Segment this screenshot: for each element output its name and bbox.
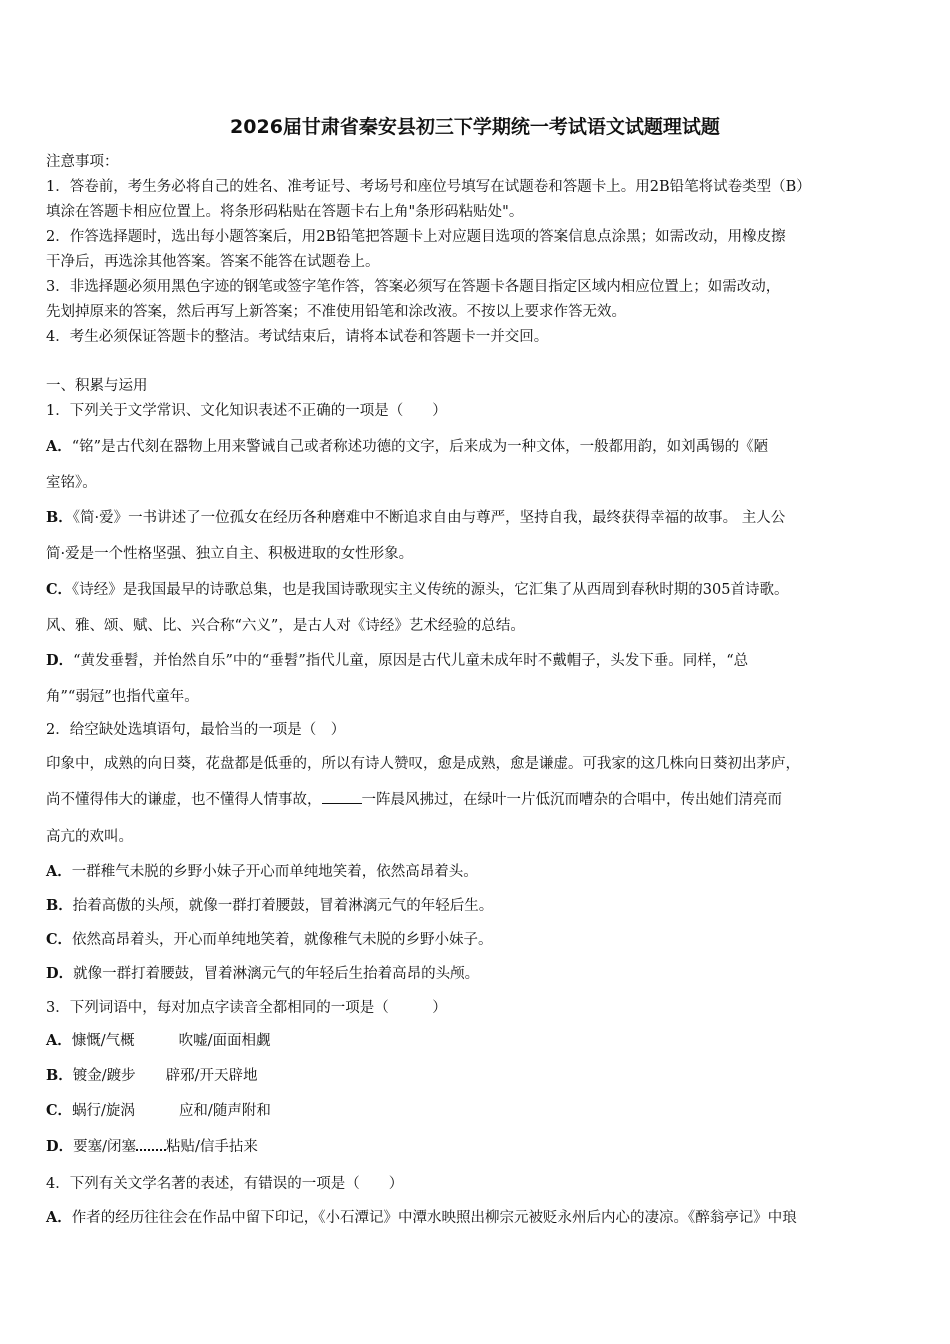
q1-option-b <box>46 508 785 528</box>
q1-option-a <box>46 437 768 457</box>
option-label: B． <box>46 509 73 526</box>
passage-text: 一阵晨风拂过，在绿叶一片低沉而嘈杂的合唱中，传出她们清亮而 <box>361 792 782 808</box>
notice-line: 干净后，再选涂其他答案。答案不能答在试题卷上。 <box>46 254 380 270</box>
q2-passage: 高亢的欢叫。 <box>46 829 133 845</box>
option-text: 蜗行/旋涡 <box>72 1103 135 1119</box>
notice-heading: 注意事项： <box>46 154 119 170</box>
q2-option-b <box>46 896 493 916</box>
option-text: 依然高昂着头，开心而单纯地笑着，就像稚气未脱的乡野小妹子。 <box>72 932 493 948</box>
q2-option-c <box>46 930 493 950</box>
option-text: 《简·爱》一书讲述了一位孤女在经历各种磨难中不断追求自由与尊严，坚持自我，最终获得幸福的故事。 主人公 <box>72 510 786 526</box>
option-label: A． <box>46 863 72 880</box>
q3-option-d <box>46 1137 258 1157</box>
question-4-stem: 4．下列有关文学名著的表述，有错误的一项是（ ） <box>46 1176 404 1192</box>
q1-option-a-cont: 室铭》。 <box>46 475 97 491</box>
notice-line: 4．考生必须保证答题卡的整洁。考试结束后，请将本试卷和答题卡一并交回。 <box>46 329 549 345</box>
option-label: C． <box>46 931 73 948</box>
option-label: A． <box>46 1032 72 1049</box>
q2-option-a <box>46 862 478 882</box>
option-text: “铭”是古代刻在器物上用来警诫自己或者称述功德的文字，后来成为一种文体，一般都用韵，如刘禹锡的《陋 <box>71 439 769 455</box>
option-label: B． <box>46 1067 73 1084</box>
q1-option-d-cont: 角”“弱冠”也指代童年。 <box>46 689 199 705</box>
option-text: “黄发垂髫，并怡然自乐”中的“垂髫”指代儿童，原因是古代儿童未成年时不戴帽子，头发下垂。同样，“总 <box>73 653 749 669</box>
option-label: D． <box>46 1138 74 1155</box>
passage-text: 尚不懂得伟大的谦虚，也不懂得人情事故， <box>46 792 322 808</box>
option-text: 就像一群打着腰鼓，冒着淋漓元气的年轻后生抬着高昂的头颅。 <box>73 966 480 982</box>
section-heading: 一、积累与运用 <box>46 378 148 394</box>
option-label: A． <box>46 438 72 455</box>
option-text: 镀金/踱步 <box>72 1068 136 1084</box>
question-1-stem: 1．下列关于文学常识、文化知识表述不正确的一项是（ ） <box>46 403 447 419</box>
option-label: D． <box>46 965 74 982</box>
fill-blank <box>322 791 362 804</box>
option-label: C． <box>46 581 73 598</box>
q1-option-d <box>46 651 748 671</box>
q2-option-d <box>46 964 479 984</box>
option-label: A． <box>46 1209 72 1226</box>
q1-option-c-cont: 风、雅、颂、赋、比、兴合称“六义”，是古人对《诗经》艺术经验的总结。 <box>46 618 525 634</box>
option-text: 应和/随声附和 <box>178 1103 271 1119</box>
q1-option-b-cont: 简·爱是一个性格坚强、独立自主、积极进取的女性形象。 <box>46 546 414 562</box>
option-text: 要塞/闭塞 <box>73 1139 136 1155</box>
option-label: B． <box>46 897 73 914</box>
notice-line: 1．答卷前，考生务必将自己的姓名、准考证号、考场号和座位号填写在试题卷和答题卡上。用2B铅笔将试卷类型（B） <box>46 179 811 195</box>
question-3-stem: 3．下列词语中，每对加点字读音全都相同的一项是（ ） <box>46 1000 447 1016</box>
page-title: 2026届甘肃省秦安县初三下学期统一考试语文试题理试题 <box>230 116 720 138</box>
option-text: 吹嘘/面面相觑 <box>178 1033 271 1049</box>
option-text: 《诗经》是我国最早的诗歌总集，也是我国诗歌现实主义传统的源头，它汇集了从西周到春秋时期的305首诗歌。 <box>72 582 789 598</box>
question-2-stem: 2．给空缺处选填语句，最恰当的一项是（ ） <box>46 722 346 738</box>
notice-line: 先划掉原来的答案，然后再写上新答案；不准使用铅笔和涂改液。不按以上要求作答无效。 <box>46 304 626 320</box>
option-label: C． <box>46 1102 73 1119</box>
option-text: 作者的经历往往会在作品中留下印记，《小石潭记》中潭水映照出柳宗元被贬永州后内心的凄凉。《醉翁亭记》中琅 <box>71 1210 797 1226</box>
q4-option-a <box>46 1208 797 1228</box>
q3-option-a <box>46 1031 271 1051</box>
q2-passage <box>46 790 782 810</box>
option-text: 粘贴/信手拈来 <box>165 1139 258 1155</box>
notice-line: 2．作答选择题时，选出每小题答案后，用2B铅笔把答题卡上对应题目选项的答案信息点涂黑；如需改动，用橡皮擦 <box>46 229 786 245</box>
option-label: D． <box>46 652 74 669</box>
notice-line: 填涂在答题卡相应位置上。将条形码粘贴在答题卡右上角"条形码粘贴处"。 <box>46 204 524 220</box>
option-text: 辟邪/开天辟地 <box>165 1068 258 1084</box>
q2-passage: 印象中，成熟的向日葵，花盘都是低垂的，所以有诗人赞叹，愈是成熟，愈是谦虚。可我家的这几株向日葵初出茅庐， <box>46 756 800 772</box>
notice-line: 3．非选择题必须用黑色字迹的钢笔或签字笔作答，答案必须写在答题卡各题目指定区域内相应位置上；如需改动， <box>46 279 781 295</box>
q3-option-b <box>46 1066 258 1086</box>
option-text: 抬着高傲的头颅，就像一群打着腰鼓，冒着淋漓元气的年轻后生。 <box>72 898 494 914</box>
q1-option-c <box>46 580 788 600</box>
option-text: 一群稚气未脱的乡野小妹子开心而单纯地笑着，依然高昂着头。 <box>71 864 478 880</box>
option-text: 慷慨/气概 <box>71 1033 135 1049</box>
q3-option-c <box>46 1101 271 1121</box>
